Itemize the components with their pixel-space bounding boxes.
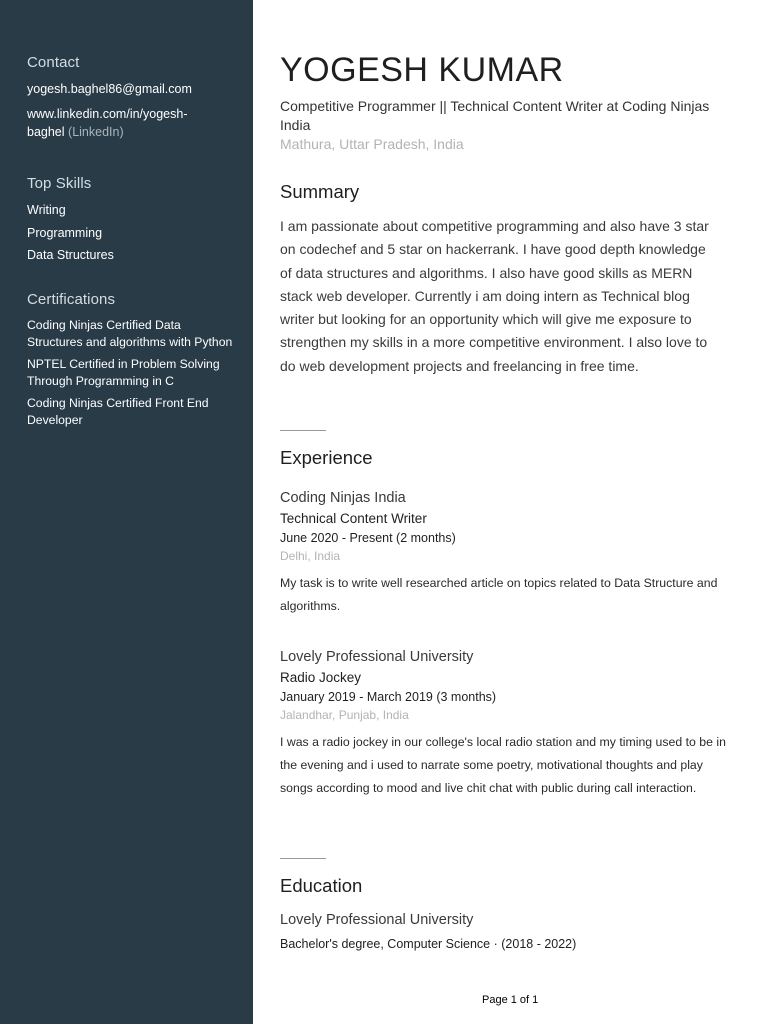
- job-dates: June 2020 - Present (2 months): [280, 531, 456, 545]
- experience-item: [280, 647, 730, 801]
- summary-heading: Summary: [280, 181, 360, 202]
- skills-section: [27, 175, 239, 269]
- summary-text: I am passionate about competitive programming and also have 3 star on codechef and 5 star on hackerrank. I have good depth knowledge of data structures and algorithms. I also have good skills as MERN stack web developer. Currently i am doing intern as Technical blog writer but looking for an opportunity which will give me exposure to strengthen my skills in a more competitive environment. I also love to do web development projects and freelancing in free time.: [280, 218, 709, 374]
- job-location: Delhi, India: [280, 549, 341, 563]
- certification-item: Coding Ninjas Certified Front End Developer: [27, 396, 209, 427]
- linkedin-url-line-2: baghel: [27, 125, 65, 139]
- linkedin-url-line-1: www.linkedin.com/in/yogesh-: [27, 107, 188, 121]
- skill-item: Programming: [27, 225, 103, 240]
- experience-heading: Experience: [280, 447, 373, 468]
- location: Mathura, Uttar Pradesh, India: [280, 136, 464, 152]
- certification-item: NPTEL Certified in Problem Solving Through Programming in C: [27, 357, 220, 388]
- email-link[interactable]: yogesh.baghel86@gmail.com: [27, 82, 192, 96]
- headline: Competitive Programmer || Technical Content Writer at Coding Ninjas India: [280, 98, 710, 133]
- contact-section: [27, 54, 239, 141]
- page-number: Page 1 of 1: [482, 994, 539, 1006]
- company-name: Lovely Professional University: [280, 649, 474, 665]
- candidate-name: YOGESH KUMAR: [280, 51, 564, 89]
- certification-item: Coding Ninjas Certified Data Structures and algorithms with Python: [27, 318, 233, 349]
- company-name: Coding Ninjas India: [280, 490, 406, 506]
- contact-heading: Contact: [27, 54, 80, 71]
- skill-item: Data Structures: [27, 248, 114, 262]
- job-dates: January 2019 - March 2019 (3 months): [280, 690, 497, 704]
- degree: Bachelor's degree, Computer Science · (2018 - 2022): [280, 937, 577, 951]
- job-description: My task is to write well researched article on topics related to Data Structure and algorithms.: [280, 576, 718, 614]
- section-divider: [280, 430, 326, 431]
- linkedin-label: (LinkedIn): [68, 125, 124, 139]
- education-item: [280, 910, 576, 954]
- skill-item: Writing: [27, 203, 66, 217]
- certifications-heading: Certifications: [27, 291, 116, 308]
- job-location: Jalandhar, Punjab, India: [280, 708, 409, 722]
- experience-item: [280, 488, 730, 618]
- job-title: Radio Jockey: [280, 670, 362, 685]
- school-name: Lovely Professional University: [280, 912, 474, 928]
- section-divider: [280, 858, 326, 859]
- skills-heading: Top Skills: [27, 175, 92, 192]
- job-description: I was a radio jockey in our college's local radio station and my timing used to be in the evening and i used to narrate some poetry, motivational thoughts and play songs according to mood and live chit chat with public during call interaction.: [280, 735, 726, 796]
- linkedin-link[interactable]: [27, 105, 239, 141]
- certifications-section: [27, 291, 239, 434]
- job-title: Technical Content Writer: [280, 511, 427, 526]
- sidebar: [0, 0, 253, 1024]
- education-heading: Education: [280, 875, 363, 896]
